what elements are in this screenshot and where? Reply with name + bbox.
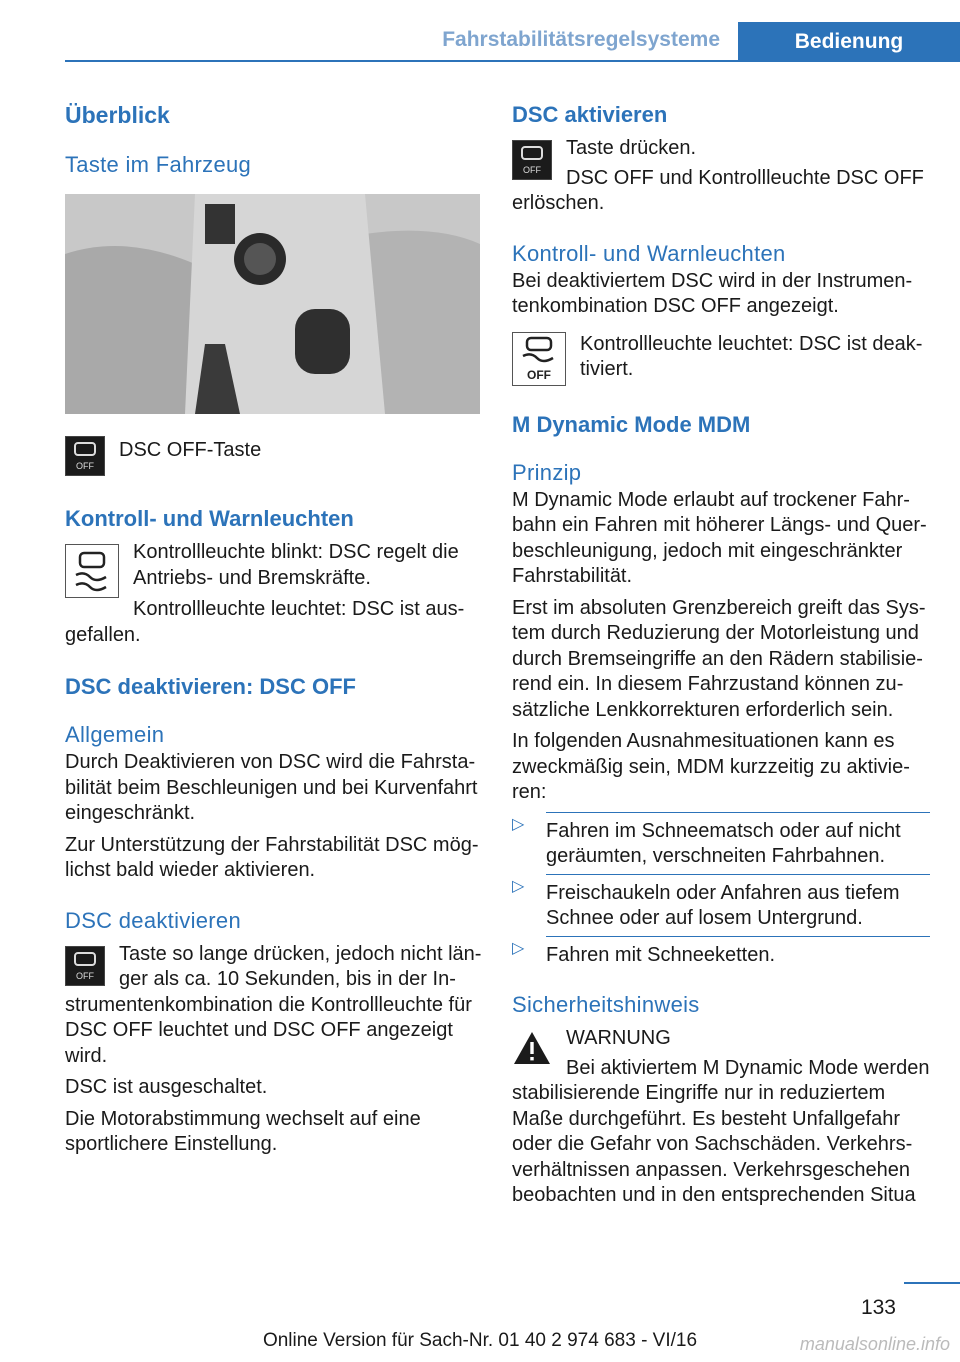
page-footer bbox=[0, 1282, 960, 1362]
list-bullet-icon: ▷ bbox=[512, 815, 525, 833]
heading-deactivate-dsc-off: DSC deaktivieren: DSC OFF bbox=[65, 674, 356, 699]
deactivate-paragraph-2: DSC ist ausgeschaltet. bbox=[65, 1076, 268, 1098]
left-column bbox=[65, 100, 483, 1158]
situation-list bbox=[512, 812, 930, 969]
list-bullet-icon: ▷ bbox=[512, 939, 525, 957]
header-chapter-tab: Bedienung bbox=[738, 22, 960, 62]
heading-principle: Prinzip bbox=[512, 459, 582, 485]
heading-button-in-vehicle: Taste im Fahrzeug bbox=[65, 152, 252, 177]
activate-paragraph-1: Taste drücken. bbox=[566, 137, 697, 159]
list-item bbox=[512, 936, 930, 969]
svg-text:OFF: OFF bbox=[76, 461, 94, 471]
heading-indicator-lights: Kontroll- und Warnleuchten bbox=[65, 506, 354, 531]
heading-safety: Sicherheitshinweis bbox=[512, 992, 700, 1017]
general-paragraph-1: Durch Deaktivieren von DSC wird die Fahrstabilität beim Beschleunigen und bei Kurvenfahrt eingeschränkt. bbox=[65, 751, 478, 824]
dsc-off-light-icon bbox=[512, 332, 566, 386]
light-blink-text: Kontrollleuchte blinkt: DSC regelt die Antriebs- und Bremskräfte. bbox=[133, 541, 459, 589]
list-item bbox=[512, 874, 930, 932]
dsc-off-button-icon-3 bbox=[512, 140, 552, 180]
list-divider bbox=[546, 812, 930, 813]
general-paragraph-2: Zur Unterstützung der Fahrstabilität DSC möglichst bald wieder aktivieren. bbox=[65, 833, 479, 881]
dsc-off-button-icon bbox=[65, 436, 105, 476]
deactivate-paragraph-3: Die Motorabstimmung wechselt auf eine sportlichere Einstellung. bbox=[65, 1107, 421, 1155]
svg-text:OFF: OFF bbox=[523, 165, 541, 175]
list-divider bbox=[546, 936, 930, 937]
online-version-line: Online Version für Sach-Nr. 01 40 2 974 683 - VI/16 bbox=[262, 1330, 698, 1351]
watermark: manualsonline.info bbox=[799, 1334, 950, 1354]
header-rule bbox=[65, 60, 960, 62]
heading-indicator-lights-right: Kontroll- und Warnleuchten bbox=[512, 240, 786, 266]
principle-paragraph-1: M Dynamic Mode erlaubt auf trockener Fahrbahn ein Fahren mit höherer Längs- und Querbeschleunigung, jedoch mit eingeschränkter Fahrstabilität. bbox=[512, 488, 927, 587]
heading-deactivate: DSC deaktivieren bbox=[65, 907, 241, 933]
dsc-light-icon bbox=[65, 544, 119, 598]
page-header bbox=[0, 0, 960, 62]
principle-paragraph-3: In folgenden Ausnahmesituationen kann es zweckmäßig sein, MDM kurzzeitig zu aktivieren: bbox=[512, 730, 910, 803]
page-number: 133 bbox=[860, 1296, 896, 1319]
page-number-rule bbox=[904, 1282, 960, 1284]
heading-activate: DSC aktivieren bbox=[512, 102, 668, 127]
heading-general: Allgemein bbox=[65, 722, 165, 747]
light-on-text: Kontrollleuchte leuchtet: DSC ist ausgefallen. bbox=[65, 598, 465, 646]
lights-paragraph-1: Bei deaktiviertem DSC wird in der Instrumentenkombination DSC OFF angezeigt. bbox=[512, 269, 913, 317]
warning-triangle-icon bbox=[512, 1030, 552, 1066]
list-item-text: Fahren mit Schneeketten. bbox=[546, 943, 776, 966]
right-column bbox=[512, 100, 930, 1209]
list-item-text: Freischaukeln oder Anfahren aus tiefem Schnee oder auf losem Untergrund. bbox=[546, 881, 900, 929]
console-photo bbox=[65, 194, 480, 414]
list-divider bbox=[546, 874, 930, 875]
principle-paragraph-2: Erst im absoluten Grenzbereich greift das System durch Reduzierung der Motorleistung und durch Bremseingriffe an den Rädern stabilisierend ein. In diesem Fahrzustand können zusätzliche Lenkkorrekturen erforderlich sein. bbox=[512, 596, 926, 721]
heading-overview: Überblick bbox=[65, 102, 170, 128]
dsc-off-button-label: DSC OFF-Taste bbox=[119, 439, 262, 461]
warning-text: Bei aktiviertem M Dynamic Mode werden stabilisierende Eingriffe nur in reduziertem Maße durchgeführt. Es besteht Unfallgefahr oder die Gefahr von Sachschäden. Verkehrsverhältnissen anpassen. Verkehrsgeschehen beobachten und in den entsprechenden Situa bbox=[512, 1056, 930, 1206]
warning-label: WARNUNG bbox=[566, 1027, 671, 1049]
heading-m-dynamic-mode: M Dynamic Mode MDM bbox=[512, 411, 751, 437]
console-photo-drawing bbox=[65, 194, 480, 414]
lights-paragraph-2: Kontrollleuchte leuchtet: DSC ist deaktiviert. bbox=[580, 332, 923, 380]
list-bullet-icon: ▷ bbox=[512, 877, 525, 895]
activate-paragraph-2: DSC OFF und Kontrollleuchte DSC OFF erlöschen. bbox=[512, 166, 924, 214]
svg-text:OFF: OFF bbox=[76, 970, 94, 981]
list-item bbox=[512, 812, 930, 870]
header-section-title: Fahrstabilitätsregelsysteme bbox=[442, 28, 720, 51]
dsc-off-button-icon-2 bbox=[65, 946, 105, 986]
deactivate-paragraph-1: Taste so lange drücken, jedoch nicht länger als ca. 10 Sekunden, bis in der Instrumentenkombination die Kontrollleuchte für DSC OFF leuchtet und DSC OFF angezeigt wird. bbox=[65, 942, 482, 1067]
list-item-text: Fahren im Schneematsch oder auf nicht geräumten, verschneiten Fahrbahnen. bbox=[546, 819, 901, 867]
svg-text:OFF: OFF bbox=[527, 367, 551, 382]
